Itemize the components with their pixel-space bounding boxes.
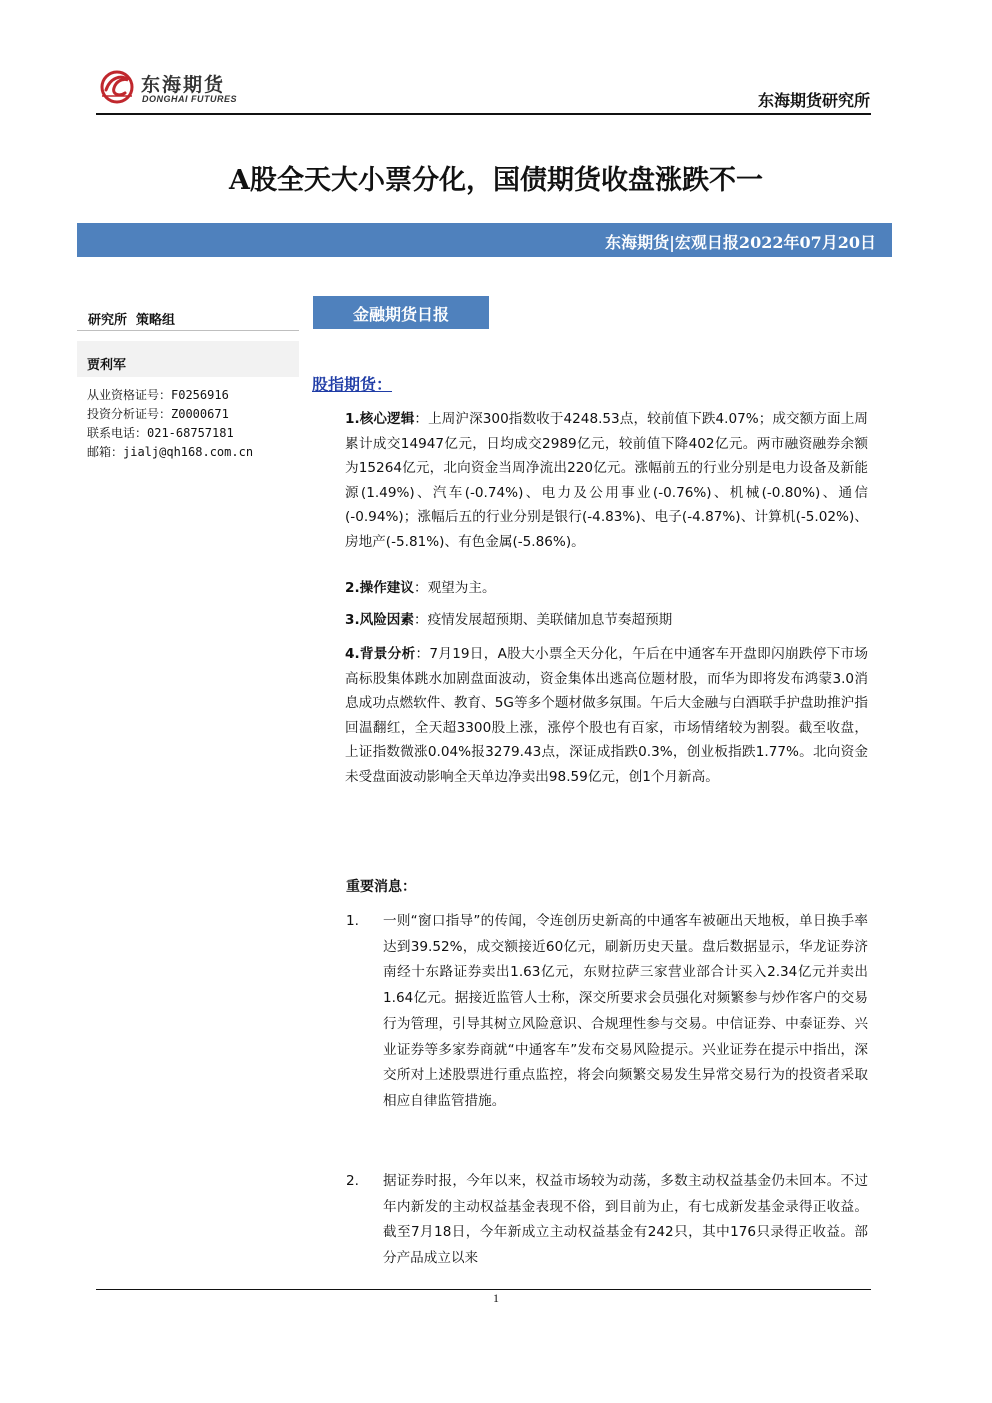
report-banner bbox=[77, 223, 892, 257]
item-label: 2.操作建议 bbox=[345, 580, 414, 596]
item-text: ：上周沪深300指数收于4248.53点，较前值下跌4.07%；成交额方面上周累计成交14947亿元，日均成交2989亿元，较前值下降402亿元。两市融资融券余额为15264亿元，北向资金当周净流出220亿元。涨幅前五的行业分别是电力设备及新能源(1.49%)、汽车(-0.74%)、电力及公用事业(-0.76%)、机械(-0.80%)、通信(-0.94%)；涨幅后五的行业分别是银行(-4.83%)、电子(-4.87%)、计算机(-5.02%)、房地产(-5.81%)、有色金属(-5.86%)。 bbox=[345, 411, 869, 550]
logo-english-name: DONGHAI FUTURES bbox=[142, 94, 237, 104]
risk-factors-paragraph bbox=[345, 608, 868, 633]
operation-advice-paragraph bbox=[345, 576, 868, 601]
news-text: 据证券时报，今年以来，权益市场较为动荡，多数主动权益基金仍未回本。不过年内新发的主动权益基金表现不俗，到目前为止，有七成新发基金录得正收益。截至7月18日，今年新成立主动权益基金有242只，其中176只录得正收益。部分产品成立以来 bbox=[383, 1173, 868, 1267]
author-name: 贾利军 bbox=[87, 358, 127, 373]
item-text: ：观望为主。 bbox=[414, 580, 496, 596]
company-logo bbox=[97, 66, 247, 110]
dragon-logo-icon bbox=[97, 66, 137, 106]
section-label-box bbox=[313, 296, 489, 329]
section-label: 金融期货日报 bbox=[352, 305, 449, 324]
news-number: 2. bbox=[346, 1173, 359, 1189]
header-institute-name: 东海期货研究所 bbox=[757, 91, 870, 110]
report-title: A股全天大小票分化，国债期货收盘涨跌不一 bbox=[229, 165, 763, 196]
sidebar-divider bbox=[77, 330, 299, 331]
item-label: 3.风险因素 bbox=[345, 612, 414, 628]
news-heading: 重要消息： bbox=[346, 879, 416, 895]
item-label: 4.背景分析 bbox=[345, 646, 416, 662]
page-number: 1 bbox=[493, 1291, 499, 1305]
item-label: 1.核心逻辑 bbox=[345, 411, 415, 427]
background-analysis-paragraph bbox=[345, 642, 868, 789]
header-divider bbox=[96, 113, 871, 115]
email-address: 邮箱：jialj@qh168.com.cn bbox=[87, 445, 254, 459]
news-number: 1. bbox=[346, 913, 359, 929]
item-text: ：7月19日，A股大小票全天分化，午后在中通客车开盘即闪崩跌停下市场高标股集体跳水加剧盘面波动，资金集体出逃高位题材股，而华为即将发布鸿蒙3.0消息成功点燃软件、教育、5G等多个题材做多氛围。午后大金融与白酒联手护盘助推沪指回温翻红，全天超3300股上涨，涨停个股也有百家，市场情绪较为割裂。截至收盘，上证指数微涨0.04%报3279.43点，深证成指跌0.3%，创业板指跌1.77%。北向资金未受盘面波动影响全天单边净卖出98.59亿元，创1个月新高。 bbox=[345, 646, 868, 785]
contact-info bbox=[87, 386, 253, 462]
author-box bbox=[77, 341, 299, 377]
phone-number: 联系电话：021-68757181 bbox=[87, 426, 234, 440]
qualification-number: 从业资格证号：F0256916 bbox=[87, 388, 229, 402]
banner-text: 东海期货|宏观日报2022年07月20日 bbox=[605, 233, 876, 252]
core-logic-paragraph bbox=[345, 407, 868, 554]
footer-divider bbox=[96, 1289, 871, 1290]
logo-chinese-name: 东海期货 bbox=[141, 74, 226, 96]
news-text: 一则“窗口指导”的传闻，令连创历史新高的中通客车被砸出天地板，单日换手率达到39.52%，成交额接近60亿元，刷新历史天量。盘后数据显示，华龙证券济南经十东路证券卖出1.63亿元，东财拉萨三家营业部合计买入2.34亿元并卖出1.64亿元。据接近监管人士称，深交所要求会员强化对频繁参与炒作客户的交易行为管理，引导其树立风险意识、合规理性参与交易。中信证券、中泰证券、兴业证券等多家券商就“中通客车”发布交易风险提示。兴业证券在提示中指出，深交所对上述股票进行重点监控，将会向频繁交易发生异常交易行为的投资者采取相应自律监管措施。 bbox=[383, 913, 868, 1109]
sub-heading-index-futures: 股指期货： bbox=[312, 375, 393, 394]
department-label: 研究所 策略组 bbox=[88, 313, 176, 328]
item-text: ：疫情发展超预期、美联储加息节奏超预期 bbox=[414, 612, 673, 628]
analyst-number: 投资分析证号：Z0000671 bbox=[87, 407, 229, 421]
